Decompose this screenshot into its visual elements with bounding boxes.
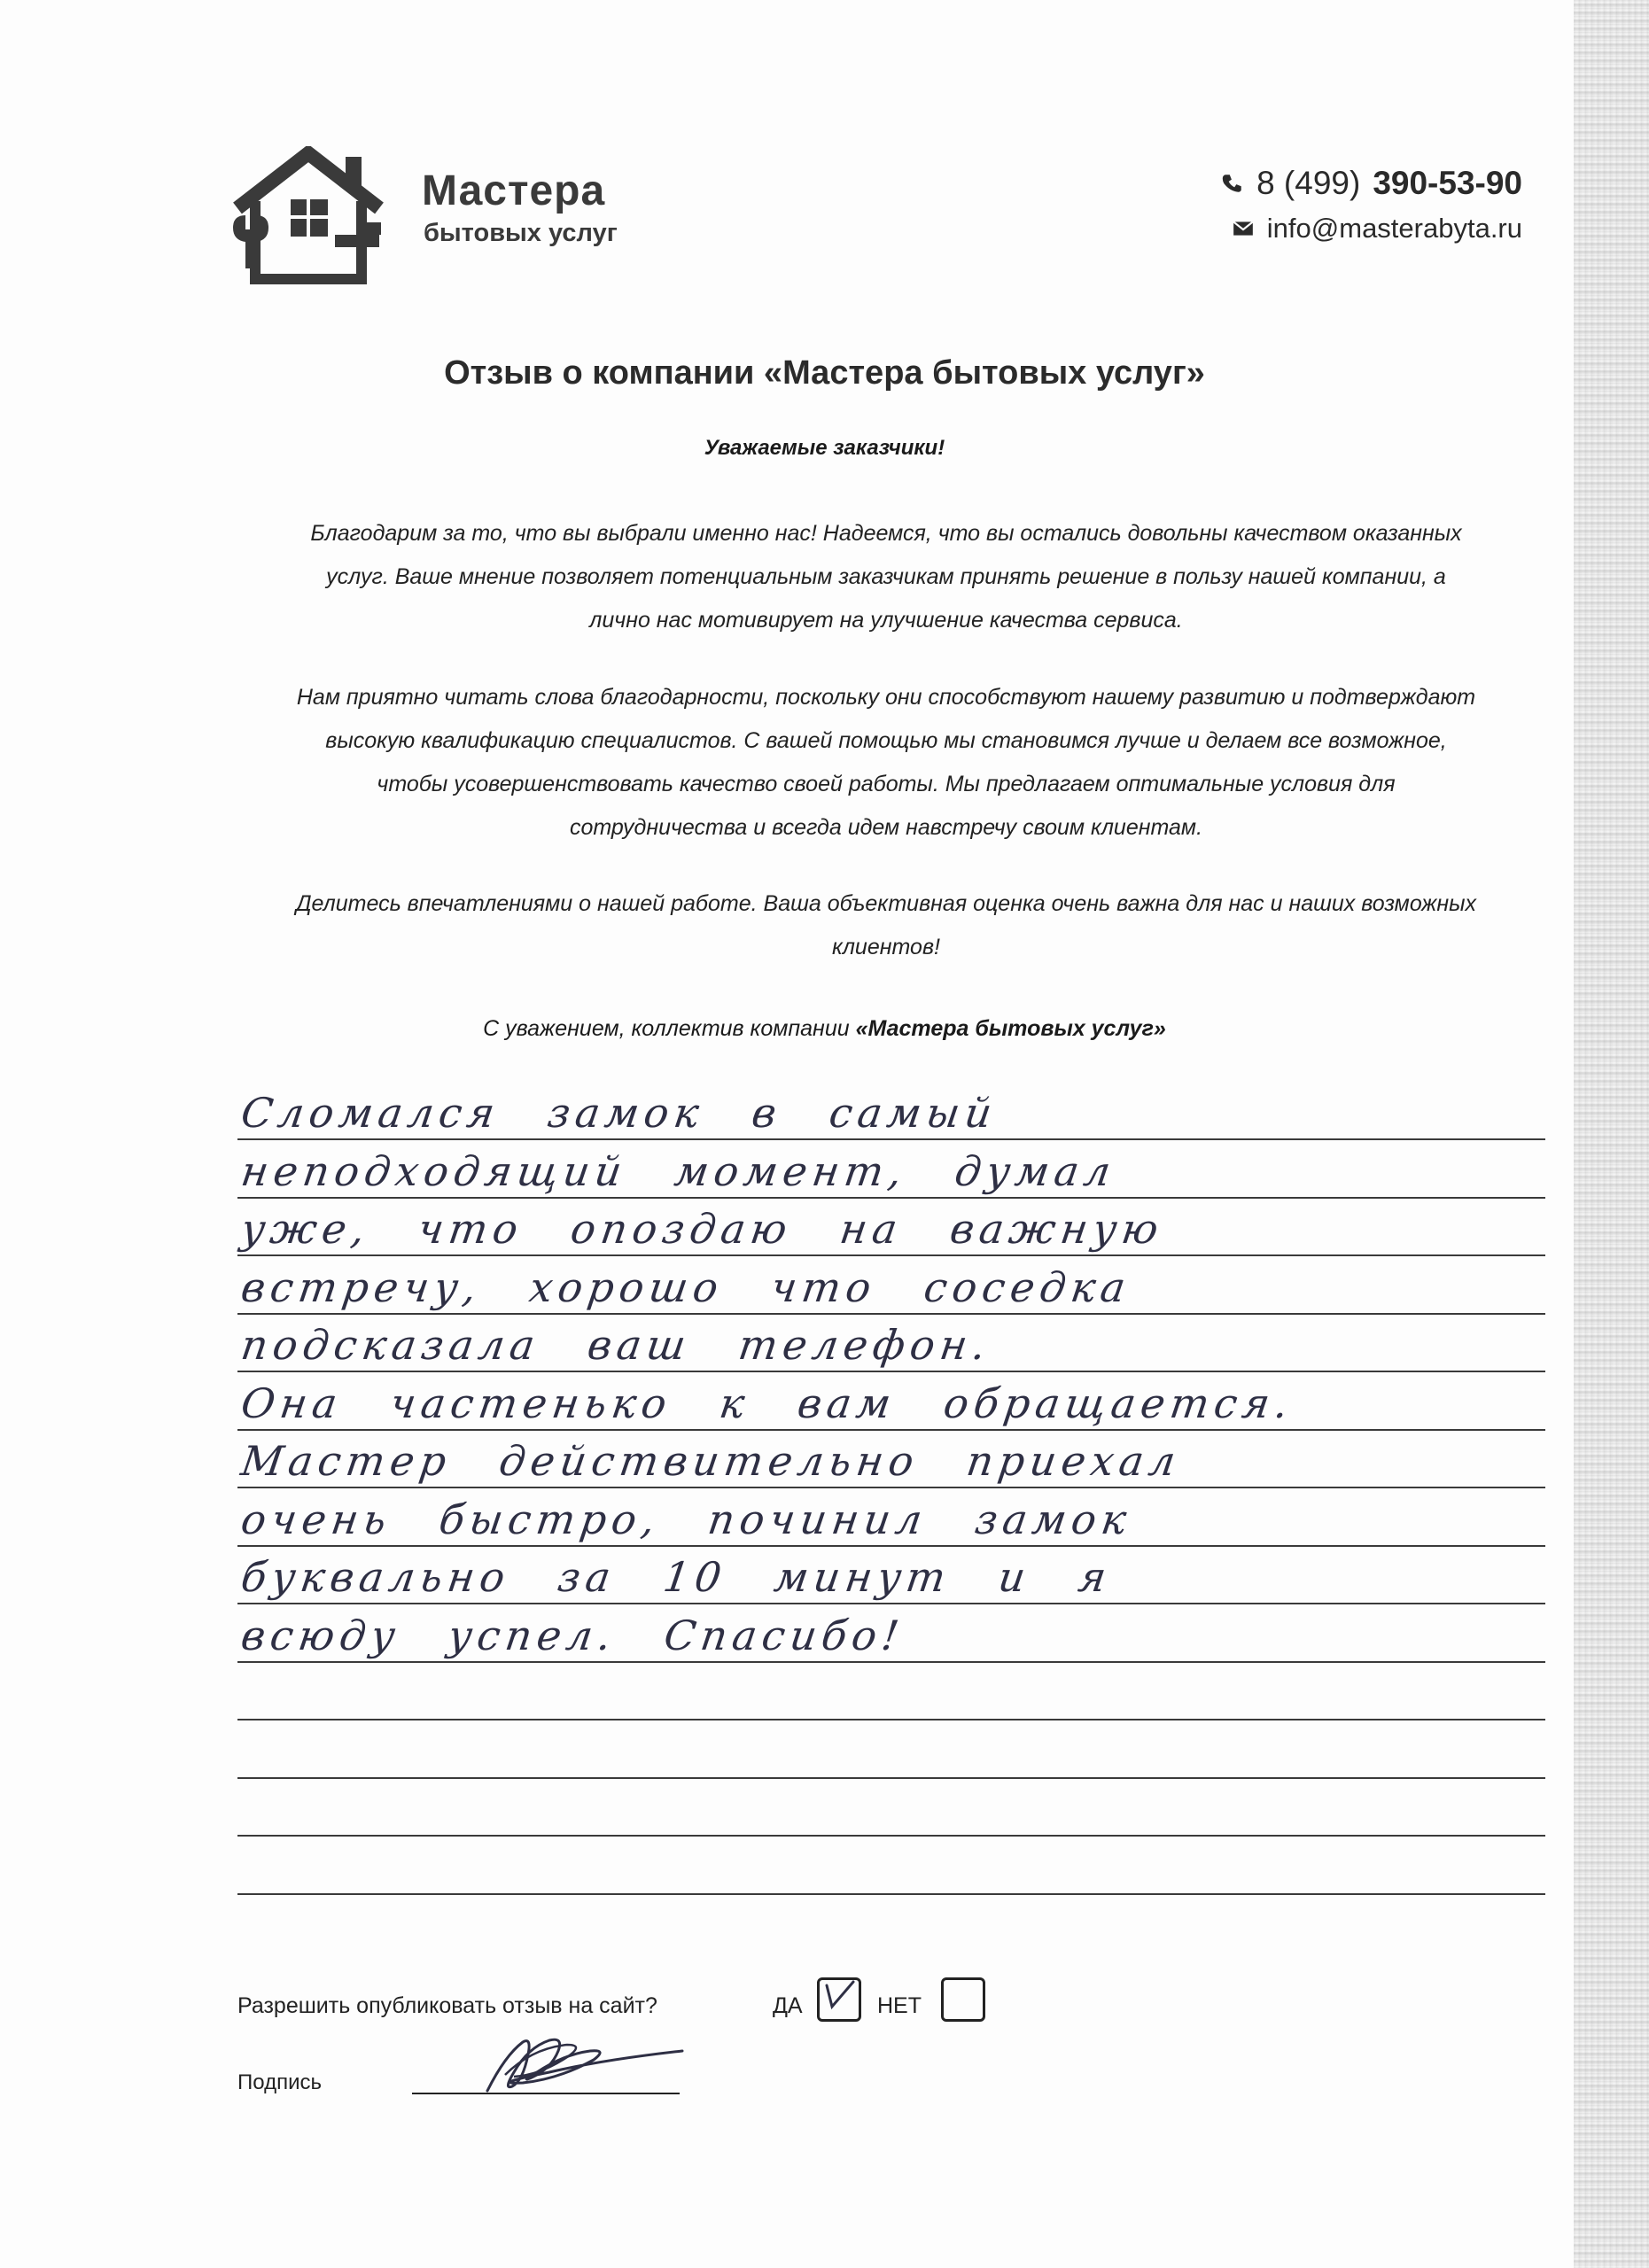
paragraph-line: лично нас мотивирует на улучшение качества сервиса. — [589, 608, 1183, 633]
paragraph-share — [222, 882, 1551, 969]
publish-no-checkbox[interactable] — [941, 1977, 985, 2022]
paragraph-line: высокую квалификацию специалистов. С вашей помощью мы становимся лучше и делаем все возможное, — [325, 728, 1447, 753]
phone-prefix: 8 (499) — [1256, 165, 1361, 201]
paragraph-thanks — [222, 512, 1551, 642]
regards-prefix: С уважением, коллектив компании — [483, 1016, 850, 1041]
publish-yes-label: ДА — [773, 1993, 803, 2018]
handwritten-review-line: встречу, хорошо что соседка — [237, 1263, 1134, 1311]
handwritten-signature — [461, 2022, 780, 2101]
publish-question: Разрешить опубликовать отзыв на сайт? — [237, 1993, 657, 2018]
handwritten-review-line: уже, что опоздаю на важную — [237, 1205, 1167, 1253]
greeting: Уважаемые заказчики! — [704, 436, 945, 460]
scan-edge-noise — [1574, 0, 1649, 2268]
paragraph-line: чтобы усовершенствовать качество своей работы. Мы предлагаем оптимальные условия для — [377, 772, 1396, 796]
email-address: info@masterabyta.ru — [1266, 213, 1522, 244]
handwritten-review-line: всюду успел. Спасибо! — [237, 1612, 907, 1659]
handwritten-review-line: Сломался замок в самый — [237, 1089, 1000, 1137]
brand-name: Мастера — [422, 167, 606, 214]
regards-line — [0, 1016, 1649, 1042]
handwritten-review-line: неподходящий момент, думал — [237, 1147, 1119, 1195]
signature-label: Подпись — [237, 2070, 322, 2094]
paragraph-line: Делитесь впечатлениями о нашей работе. Ваша объективная оценка очень важна для нас и наших возможных — [295, 891, 1477, 916]
publish-yes-checkbox[interactable] — [817, 1977, 861, 2022]
paragraph-gratitude — [222, 676, 1551, 850]
handwritten-review-line — [237, 1844, 1556, 1897]
publish-no-label: НЕТ — [877, 1993, 922, 2018]
mail-icon — [1232, 217, 1255, 240]
phone-icon — [1221, 172, 1244, 195]
brand-subtitle: бытовых услуг — [424, 219, 618, 247]
house-tools-logo-icon — [229, 146, 388, 288]
handwritten-review-line: очень быстро, починил замок — [237, 1495, 1135, 1543]
paragraph-line: услуг. Ваше мнение позволяет потенциальным заказчикам принять решение в пользу нашей компании, а — [326, 564, 1446, 589]
paragraph-line: Благодарим за то, что вы выбрали именно нас! Надеемся, что вы остались довольны качеством оказанных — [310, 521, 1462, 546]
regards-company: «Мастера бытовых услуг» — [855, 1016, 1166, 1041]
contact-email — [1232, 213, 1522, 245]
handwritten-review-line: буквально за 10 минут и я — [237, 1553, 1115, 1601]
paragraph-line: Нам приятно читать слова благодарности, поскольку они способствуют нашему развитию и подтверждают — [296, 685, 1476, 710]
contact-phone — [1221, 165, 1522, 202]
handwritten-review-line — [237, 1728, 1556, 1781]
handwritten-review-line: подсказала ваш телефон. — [237, 1321, 994, 1369]
handwritten-review-line: Она частенько к вам обращается. — [237, 1379, 1297, 1427]
paragraph-line: клиентов! — [832, 935, 940, 959]
handwritten-review-line — [237, 1669, 1556, 1722]
checkmark-icon — [820, 1980, 859, 2019]
handwritten-review-line — [237, 1785, 1556, 1838]
phone-number: 390-53-90 — [1373, 165, 1522, 201]
handwritten-review-line: Мастер действительно приехал — [237, 1437, 1184, 1485]
paragraph-line: сотрудничества и всегда идем навстречу своим клиентам. — [569, 815, 1203, 840]
document-title: Отзыв о компании «Мастера бытовых услуг» — [444, 354, 1205, 392]
